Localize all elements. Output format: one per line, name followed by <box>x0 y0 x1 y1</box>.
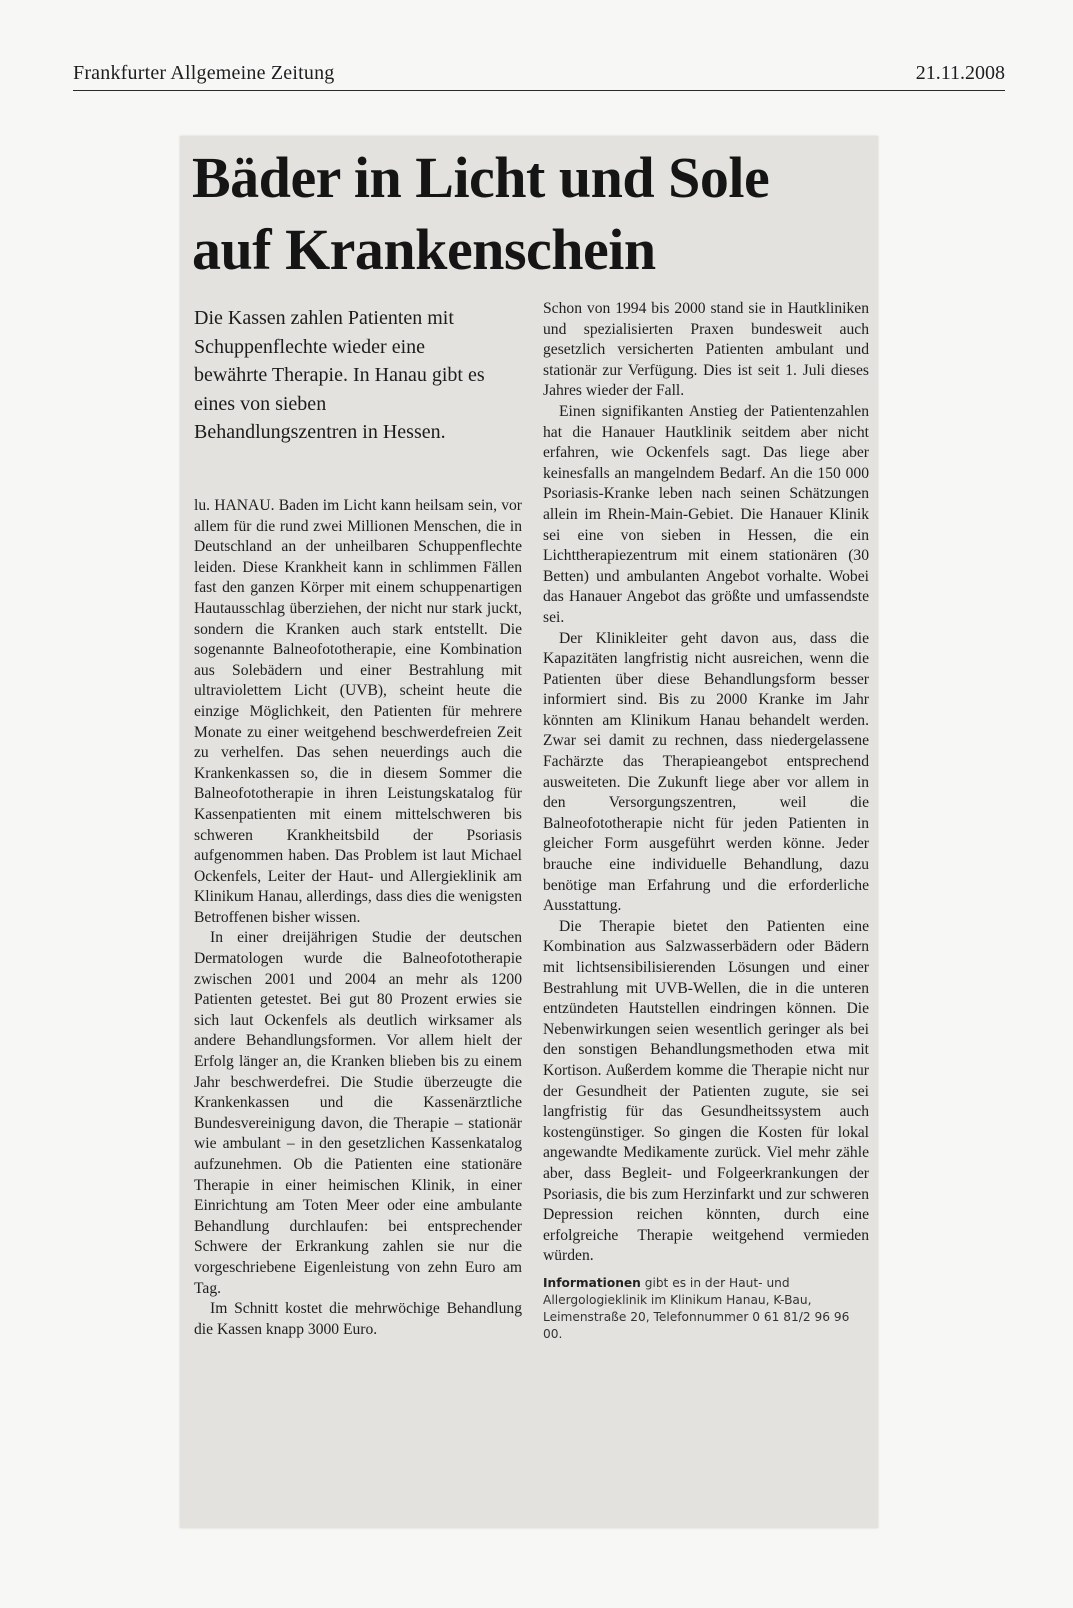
newspaper-clipping <box>180 136 878 1528</box>
info-label: Informationen <box>543 1275 641 1290</box>
body-paragraph: Einen signifikanten Anstieg der Patientenzahlen hat die Hanauer Hautklinik seitdem aber nicht erfahren, wie Ockenfels sagt. Das liege aber keinesfalls an mangelndem Bedarf. An die 150 000 Psoriasis-Kranke leben nach seinen Schätzungen allein im Rhein-Main-Gebiet. Die Hanauer Klinik sei eine von sieben in Hessen, die ein Lichttherapiezentrum mit einem stationären (30 Betten) und ambulanten Angebot vorhalte. Wobei das Hanauer Angebot das größte und umfassendste sei. <box>543 402 869 626</box>
headline-line-1: Bäder in Licht und Sole <box>192 145 770 210</box>
body-paragraph: Der Klinikleiter geht davon aus, dass die Kapazitäten langfristig nicht ausreichen, wenn die Patienten über diese Behandlungsform besser informiert sind. Bis zu 2000 Kranke im Jahr könnten am Klinikum Hanau behandelt werden. Zwar sei damit zu rechnen, dass niedergelassene Fachärzte das Therapieangebot entsprechend ausweiteten. Die Zukunft liege aber vor allem in den Versorgungszentren, weil die Balneofototherapie nicht für jeden Patienten in gleicher Form ausgeführt werden könne. Jeder brauche eine individuelle Behandlung, dazu benötige man Erfahrung und die erforderliche Ausstattung. <box>543 629 869 915</box>
info-text: gibt es in der Haut- und Allergologieklinik im Klinikum Hanau, K-Bau, Leimenstraße 20, Telefonnummer 0 61 81/2 96 96 00. <box>543 1275 850 1341</box>
article-lead: Die Kassen zahlen Patienten mit Schuppenflechte wieder eine bewährte Therapie. In Hanau gibt es eines von sieben Behandlungszentren in Hessen. <box>194 307 485 443</box>
article-column-right <box>543 299 869 1343</box>
body-paragraph: Im Schnitt kostet die mehrwöchige Behandlung die Kassen knapp 3000 Euro. <box>194 1300 522 1338</box>
newspaper-header <box>73 60 1005 91</box>
info-box <box>543 1275 869 1343</box>
body-paragraph: In einer dreijährigen Studie der deutschen Dermatologen wurde die Balneofototherapie zwischen 2001 und 2004 an mehr als 1200 Patienten getestet. Bei gut 80 Prozent erwies sie sich laut Ockenfels als deutlich wirksamer als andere Behandlungsformen. Vor allem hielt der Erfolg länger an, die Kranken blieben bis zu einem Jahr beschwerdefrei. Die Studie überzeugte die Krankenkassen und die Kassenärztliche Bundesvereinigung davon, die Therapie – stationär wie ambulant – in den gesetzlichen Kassenkatalog aufzunehmen. Ob die Patienten eine stationäre Therapie in einer heimischen Klinik, in einer Einrichtung am Toten Meer oder eine ambulante Behandlung durchlaufen: bei entsprechender Schwere der Erkrankung zahlen sie nur die vorgeschriebene Eigenleistung von zehn Euro am Tag. <box>194 929 522 1297</box>
article-headline <box>192 142 872 286</box>
article-column-left <box>194 496 522 1340</box>
body-paragraph: Die Therapie bietet den Patienten eine Kombination aus Salzwasserbädern oder Bädern mit lichtsensibilisierenden Lösungen und einer Bestrahlung mit UVB-Wellen, die in die unteren entzündeten Hautstellen eindringen können. Die Nebenwirkungen seien wesentlich geringer als bei den sonstigen Behandlungsmethoden etwa mit Kortison. Außerdem komme die Therapie nicht nur der Gesundheit der Patienten zugute, sie sei langfristig für das Gesundheitssystem auch kostengünstiger. So gingen die Kosten für lokal angewandte Medikamente zurück. Viel mehr zähle aber, dass Begleit- und Folgeerkrankungen der Psoriasis, die bis zum Herzinfarkt und zur schweren Depression reichen könnten, durch eine erfolgreiche Therapie weitgehend vermieden würden. <box>543 917 869 1265</box>
newspaper-name: Frankfurter Allgemeine Zeitung <box>73 62 335 84</box>
body-paragraph: lu. HANAU. Baden im Licht kann heilsam sein, vor allem für die rund zwei Millionen Menschen, die in Deutschland an der unheilbaren Schuppenflechte leiden. Diese Krankheit kann in schlimmen Fällen fast den ganzen Körper mit einem schuppenartigen Hautausschlag überziehen, der nicht nur stark juckt, sondern die Kranken auch stark entstellt. Die sogenannte Balneofototherapie, eine Kombination aus Solebädern und einer Bestrahlung mit ultraviolettem Licht (UVB), scheint heute die einzige Möglichkeit, den Patienten für mehrere Monate zu einer weitgehend beschwerdefreien Zeit zu verhelfen. Das sehen neuerdings auch die Krankenkassen so, die in diesem Sommer die Balneofototherapie in ihren Leistungskatalog für Kassenpatienten mit einem mittelschweren bis schweren Krankheitsbild der Psoriasis aufgenommen haben. Das Problem ist laut Michael Ockenfels, Leiter der Haut- und Allergieklinik am Klinikum Hanau, allerdings, dass dies die wenigsten Betroffenen bisher wissen. <box>194 497 522 926</box>
headline-line-2: auf Krankenschein <box>192 217 656 282</box>
publication-date: 21.11.2008 <box>915 62 1005 84</box>
body-paragraph: Schon von 1994 bis 2000 stand sie in Hautkliniken und spezialisierten Praxen bundesweit auch gesetzlich versicherten Patienten ambulant und stationär zur Verfügung. Dies ist seit 1. Juli dieses Jahres wieder der Fall. <box>543 300 869 400</box>
